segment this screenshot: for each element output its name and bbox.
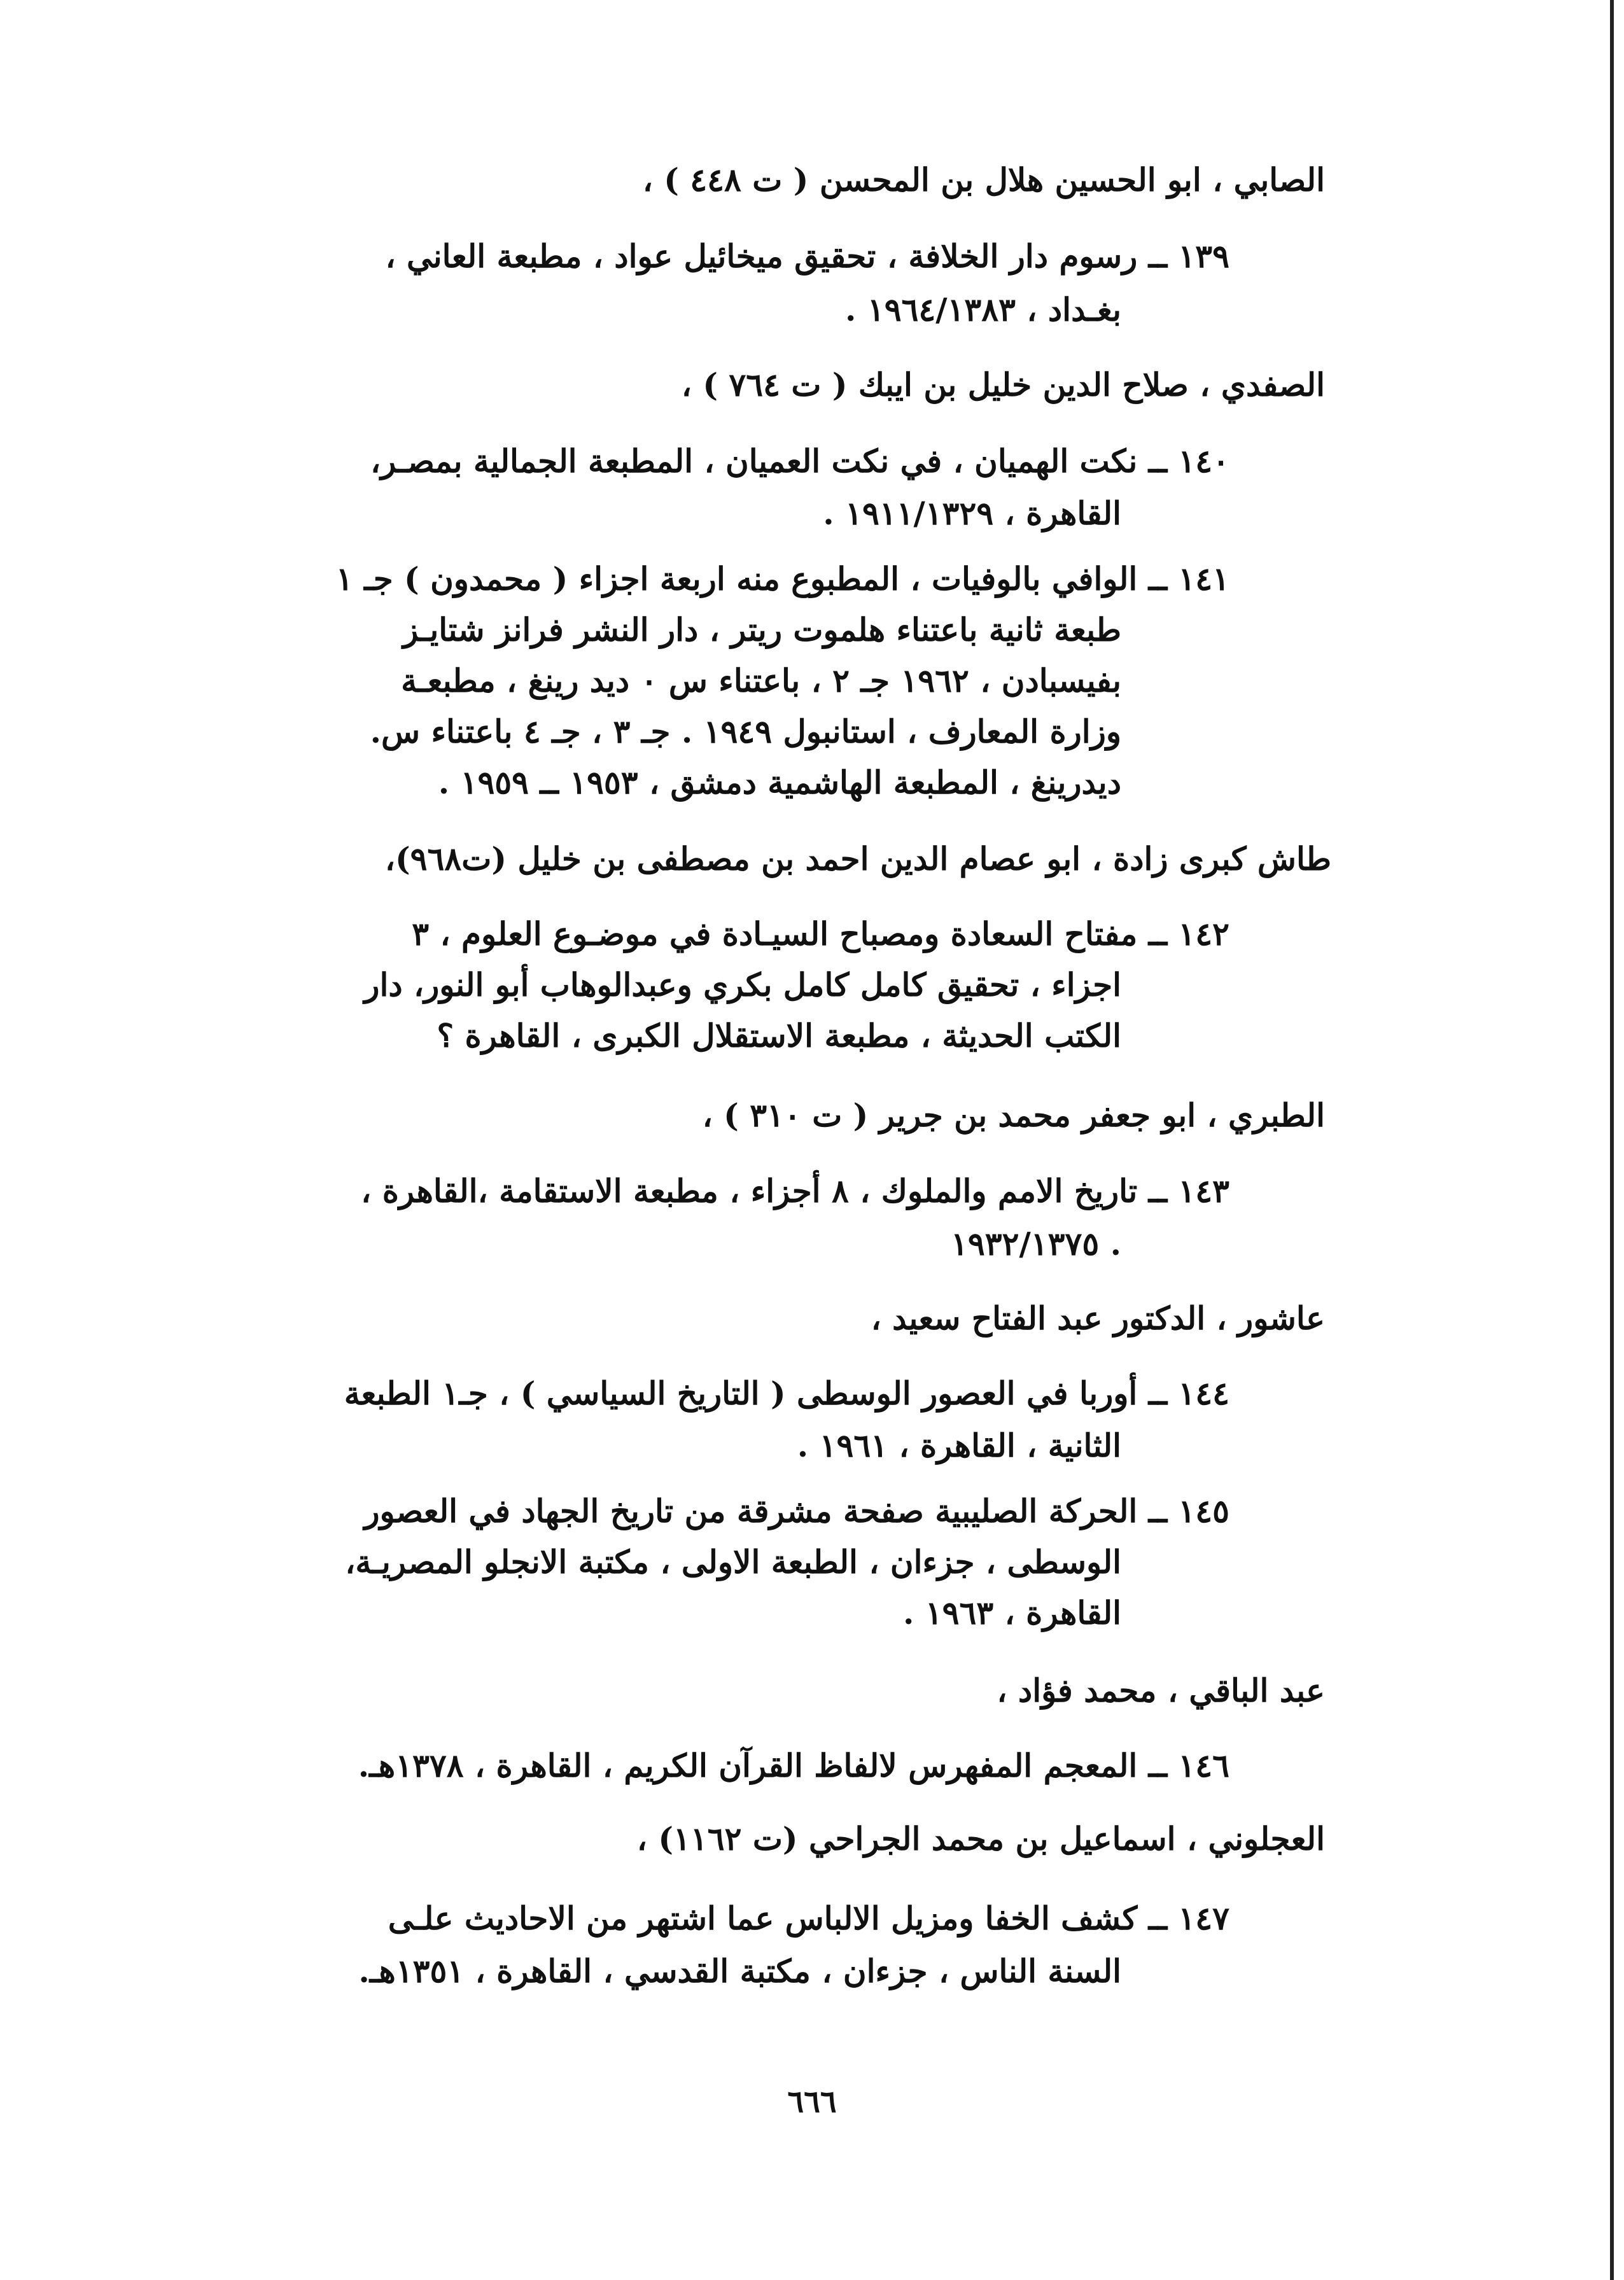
entry-line: ١٤٣ ــ تاريخ الامم والملوك ، ٨ أجزاء ، مطبعة الاستقامة ،القاهرة ، xyxy=(361,1172,1229,1210)
entry-line: بفيسبادن ، ١٩٦٢ جـ ٢ ، باعتناء س ٠ ديد رينغ ، مطبعـة xyxy=(401,662,1121,699)
entry-line: ١٤١ ــ الوافي بالوفيات ، المطبوع منه اربعة اجزاء ( محمدون ) جـ ١ xyxy=(335,560,1229,598)
entry-line: السنة الناس ، جزءان ، مكتبة القدسي ، القاهرة ، ١٣٥١هـ. xyxy=(358,1952,1121,1990)
entry-line: القاهرة ، ١٩٦٣ . xyxy=(902,1594,1121,1632)
entry-line: ١٤٥ ــ الحركة الصليبية صفحة مشرقة من تاريخ الجهاد في العصور xyxy=(364,1492,1229,1530)
entry-line: الوسطى ، جزءان ، الطبعة الاولى ، مكتبة الانجلو المصريـة، xyxy=(345,1543,1121,1581)
entry-line: اجزاء ، تحقيق كامل كامل بكري وعبدالوهاب أبو النور، دار xyxy=(364,966,1121,1004)
entry-line: القاهرة ، ١٩١١/١٣٢٩ . xyxy=(823,494,1121,532)
entry-line: ١٤٧ ــ كشف الخفا ومزيل الالباس عما اشتهر من الاحاديث علـى xyxy=(388,1899,1229,1937)
entry-line: ١٤٢ ــ مفتاح السعادة ومصباح السيـادة في موضـوع العلوم ، ٣ xyxy=(412,915,1229,953)
entry-line: بغـداد ، ١٩٦٤/١٣٨٣ . xyxy=(845,291,1121,328)
scan-border xyxy=(1610,0,1614,2280)
author-heading: طاش كبرى زادة ، ابو عصام الدين احمد بن مصطفى بن خليل (ت٩٦٨)، xyxy=(384,840,1331,878)
entry-line: الثانية ، القاهرة ، ١٩٦١ . xyxy=(797,1427,1121,1464)
author-heading: الطبري ، ابو جعفر محمد بن جرير ( ت ٣١٠ ) ، xyxy=(702,1096,1325,1134)
page-number: ٦٦٦ xyxy=(787,2084,837,2120)
entry-line: ١٤٦ ــ المعجم المفهرس لالفاظ القرآن الكريم ، القاهرة ، ١٣٧٨هـ. xyxy=(358,1747,1229,1784)
author-heading: الصابي ، ابو الحسين هلال بن المحسن ( ت ٤٤٨ ) ، xyxy=(642,161,1325,199)
entry-line: طبعة ثانية باعتناء هلموت ريتر ، دار النشر فرانز شتايـز xyxy=(403,611,1121,648)
entry-line: ١٤٤ ــ أوربا في العصور الوسطى ( التاريخ السياسي ) ، جـ١ الطبعة xyxy=(344,1374,1229,1412)
author-heading: عاشور ، الدكتور عبد الفتاح سعيد ، xyxy=(871,1299,1325,1337)
entry-line: وزارة المعارف ، استانبول ١٩٤٩ . جـ ٣ ، جـ ٤ باعتناء س. xyxy=(370,713,1121,750)
author-heading: عبد الباقي ، محمد فؤاد ، xyxy=(997,1672,1325,1709)
entry-line: الكتب الحديثة ، مطبعة الاستقلال الكبرى ، القاهرة ؟ xyxy=(437,1017,1121,1054)
author-heading: العجلوني ، اسماعيل بن محمد الجراحي (ت ١١٦٢) ، xyxy=(636,1820,1325,1857)
entry-line: ديدرينغ ، المطبعة الهاشمية دمشق ، ١٩٥٣ ــ ١٩٥٩ . xyxy=(438,764,1121,801)
entry-line: ١٩٣٢/١٣٧٥ . xyxy=(951,1225,1121,1262)
author-heading: الصفدي ، صلاح الدين خليل بن ايبك ( ت ٧٦٤ ) ، xyxy=(681,366,1325,403)
entry-line: ١٤٠ ــ نكت الهميان ، في نكت العميان ، المطبعة الجمالية بمصـر، xyxy=(370,442,1229,480)
entry-line: ١٣٩ ــ رسوم دار الخلافة ، تحقيق ميخائيل عواد ، مطبعة العاني ، xyxy=(385,237,1229,275)
